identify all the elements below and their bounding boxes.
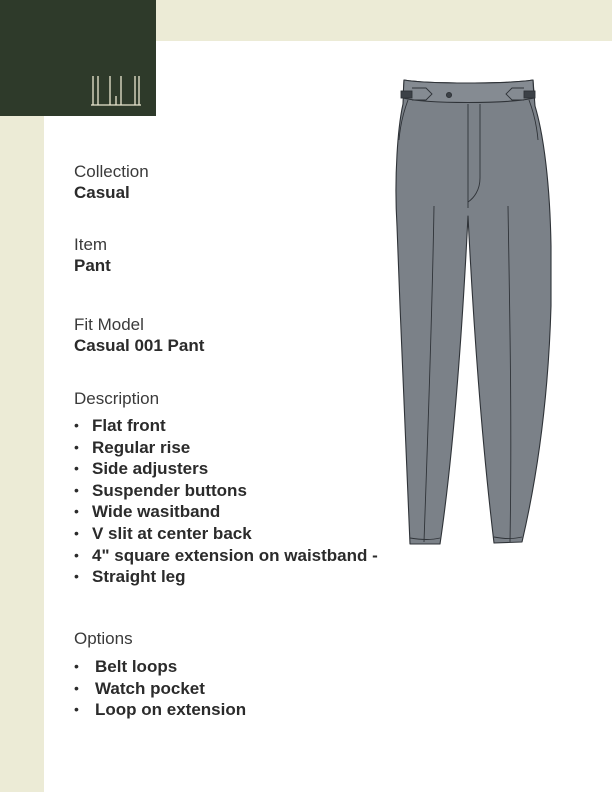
item-value: Pant (74, 256, 111, 275)
list-item: • Loop on extension (74, 699, 246, 721)
options-list (74, 656, 246, 721)
list-item: • 4" square extension on waistband - (74, 545, 378, 567)
description-list (74, 415, 378, 588)
list-item: • Side adjusters (74, 458, 378, 480)
list-item: • Belt loops (74, 656, 246, 678)
options-section (74, 628, 133, 649)
top-decorative-band (156, 0, 612, 41)
list-item: • Watch pocket (74, 678, 246, 700)
item-label: Item (74, 235, 108, 254)
list-item: • Wide wasitband (74, 501, 378, 523)
collection-field (74, 161, 149, 203)
fit-model-field (74, 314, 204, 356)
list-item: • Suspender buttons (74, 480, 378, 502)
collection-label: Collection (74, 162, 149, 181)
description-label: Description (74, 389, 160, 408)
list-item: • Flat front (74, 415, 378, 437)
fit-model-label: Fit Model (74, 315, 144, 334)
list-item: • Straight leg (74, 566, 378, 588)
item-field (74, 234, 111, 276)
fit-model-value: Casual 001 Pant (74, 336, 205, 355)
collection-value: Casual (74, 183, 130, 202)
pant-illustration-icon (388, 76, 558, 546)
logo-block (0, 0, 156, 116)
options-label: Options (74, 629, 133, 648)
description-section (74, 388, 159, 409)
brand-logo-icon (90, 74, 142, 108)
list-item: • V slit at center back (74, 523, 378, 545)
list-item: • Regular rise (74, 437, 378, 459)
left-decorative-band (0, 0, 44, 792)
